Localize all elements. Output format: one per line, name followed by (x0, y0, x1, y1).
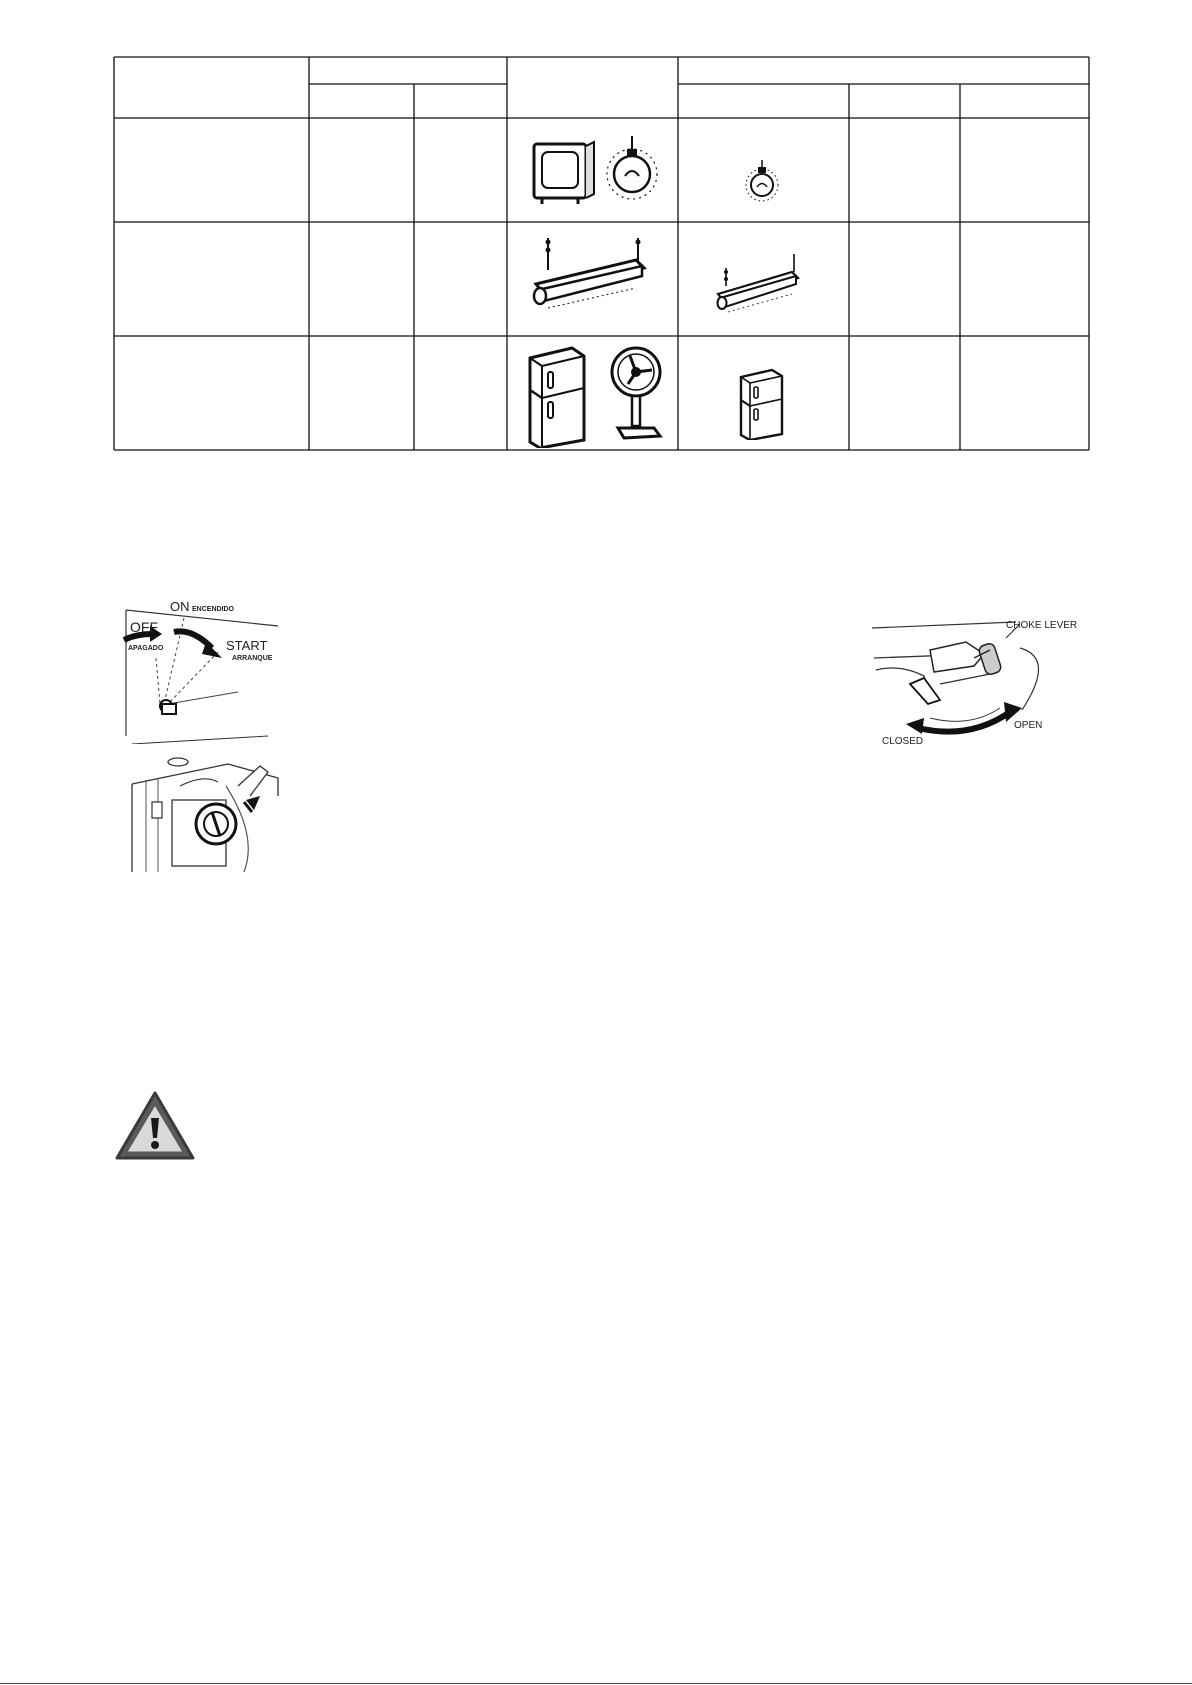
switch-off-es-label: APAGADO (128, 645, 164, 652)
recoil-starter-figure (118, 756, 284, 874)
ignition-switch-figure (118, 596, 284, 744)
fluorescent-lamp-icon (716, 252, 800, 318)
page-bottom-rule (0, 1683, 1192, 1684)
ignition-switch-icon (118, 596, 284, 744)
choke-lever-label: CHOKE LEVER (1006, 620, 1078, 631)
choke-closed-label: CLOSED (882, 736, 924, 747)
switch-start-es-label: ARRANQUE (232, 655, 273, 662)
warning-triangle-icon (114, 1090, 196, 1162)
light-bulb-icon (607, 136, 657, 199)
switch-start-label: START (226, 638, 268, 653)
table-row-single (738, 368, 786, 440)
recoil-starter-icon (118, 756, 284, 874)
switch-off-label: OFF (130, 619, 158, 635)
table-row (526, 344, 674, 448)
television-icon (534, 142, 594, 204)
refrigerator-icon (738, 368, 786, 440)
warning-figure (114, 1090, 196, 1162)
fan-icon (612, 348, 660, 438)
table-row (532, 136, 662, 208)
light-bulb-icon (742, 160, 782, 206)
choke-lever-figure (870, 614, 1090, 754)
refrigerator-icon (530, 348, 584, 448)
switch-on-es-label: ENCENDIDO (192, 606, 235, 613)
choke-open-label: OPEN (1014, 720, 1043, 731)
fluorescent-lamp-icon (532, 234, 662, 324)
table-row-single (742, 160, 782, 206)
table-row-single (716, 252, 800, 318)
table-row (532, 234, 662, 324)
choke-lever-icon (870, 614, 1090, 754)
switch-on-label: ON (170, 599, 190, 614)
